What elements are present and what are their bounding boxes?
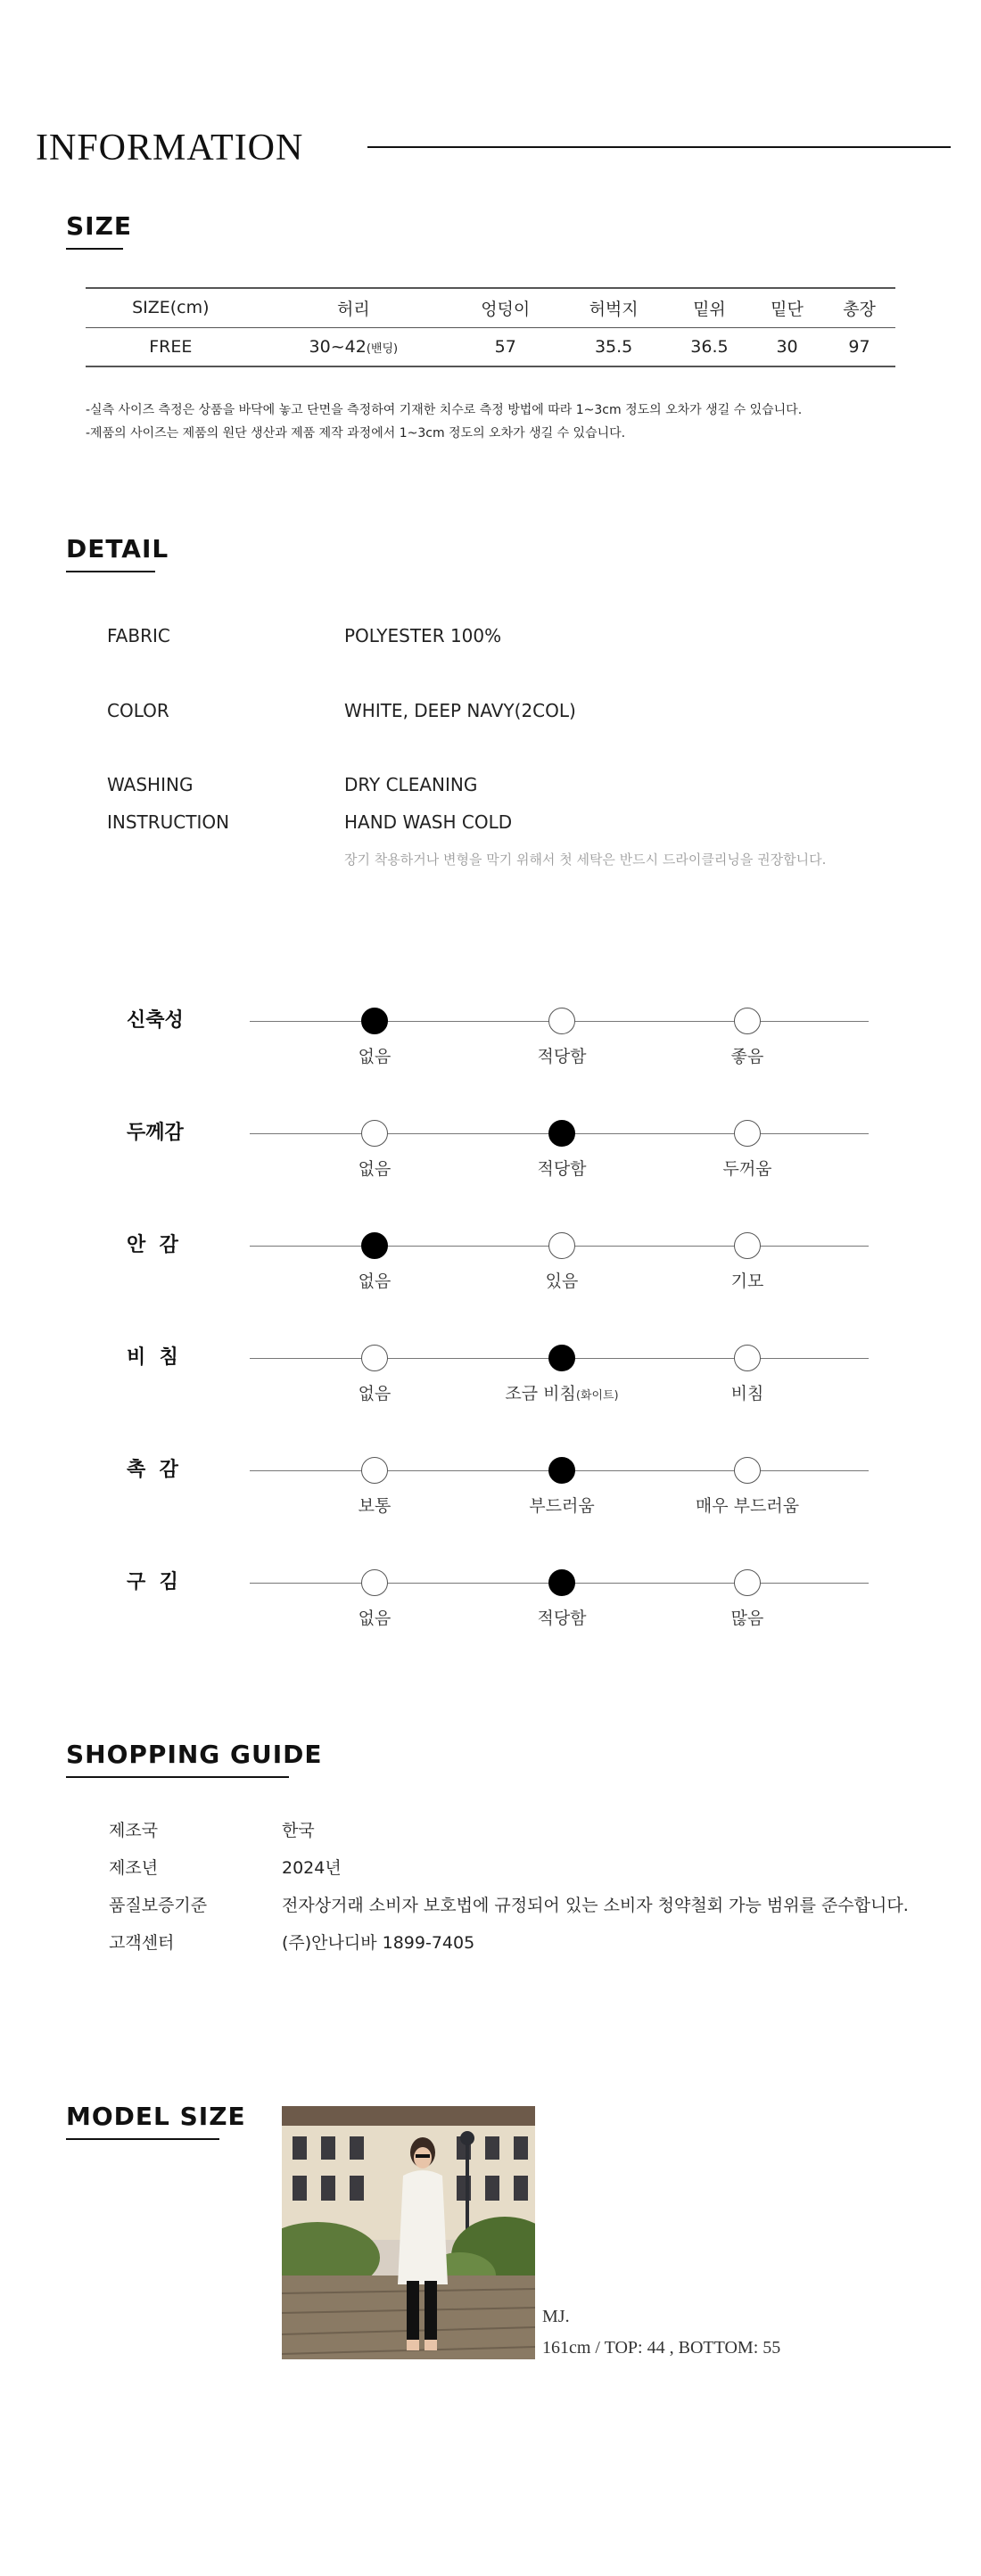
scale-option-label: 조금 비침 xyxy=(505,1384,576,1403)
scale-label: 비 침 xyxy=(127,1346,178,1369)
scale-label: 안 감 xyxy=(127,1234,178,1256)
scale-option xyxy=(268,1045,482,1068)
size-note-2: -제품의 사이즈는 제품의 원단 생산과 제품 제작 과정에서 1~3cm 정도의 오차가 생길 수 있습니다. xyxy=(86,426,626,440)
scale-label: 구 김 xyxy=(127,1571,178,1593)
scale-option xyxy=(455,1045,669,1068)
scale-option xyxy=(640,1157,854,1181)
scale-option xyxy=(455,1494,669,1518)
header-waist: 허리 xyxy=(336,299,370,319)
waist-note: (밴딩) xyxy=(366,342,399,356)
scale-option-label: 비침 xyxy=(730,1384,764,1403)
scale-option xyxy=(455,1270,669,1293)
detail-section-title: DETAIL xyxy=(66,534,169,564)
scale-option-label: 없음 xyxy=(358,1047,392,1066)
waist-value: 30~42 xyxy=(309,336,367,357)
scale-option xyxy=(640,1382,854,1405)
header-length: 총장 xyxy=(843,299,876,319)
scale-row xyxy=(0,1569,981,1650)
scale-dot xyxy=(361,1457,388,1484)
scale-dot-selected xyxy=(548,1345,575,1371)
model-photo-illustration xyxy=(282,2106,535,2359)
instruction-label: INSTRUCTION xyxy=(107,811,230,833)
page-title: INFORMATION xyxy=(36,128,304,169)
scale-option-label: 두꺼움 xyxy=(722,1159,772,1179)
scale-option-label: 많음 xyxy=(730,1609,764,1628)
scale-dot xyxy=(548,1008,575,1034)
scale-option-label: 좋음 xyxy=(730,1047,764,1066)
washing-value-hand: HAND WASH COLD xyxy=(344,811,513,833)
scale-dot xyxy=(734,1120,761,1147)
scale-option-label: 적당함 xyxy=(537,1159,587,1179)
scale-row xyxy=(0,1232,981,1313)
scale-dot xyxy=(734,1008,761,1034)
scale-option-label: 적당함 xyxy=(537,1047,587,1066)
header-size: SIZE(cm) xyxy=(132,298,210,318)
scale-option-label: 없음 xyxy=(358,1159,392,1179)
cell-length: 97 xyxy=(848,336,870,357)
washing-value-dry: DRY CLEANING xyxy=(344,774,478,795)
color-label: COLOR xyxy=(107,700,169,721)
scale-row xyxy=(0,1345,981,1425)
scale-option-label: 없음 xyxy=(358,1384,392,1403)
scale-option xyxy=(455,1382,669,1408)
cell-rise: 36.5 xyxy=(690,336,729,357)
scale-option xyxy=(268,1607,482,1630)
cell-hip: 57 xyxy=(494,336,516,357)
scale-option-label: 없음 xyxy=(358,1272,392,1291)
shopping-guide-underline xyxy=(66,1776,289,1778)
header-rise: 밑위 xyxy=(693,299,726,319)
scale-option-label: 있음 xyxy=(545,1272,579,1291)
scale-row xyxy=(0,1457,981,1537)
model-size-underline xyxy=(66,2138,219,2140)
washing-hint: 장기 착용하거나 변형을 막기 위해서 첫 세탁은 반드시 드라이클리닝을 권장합니다. xyxy=(344,852,827,868)
detail-title-underline xyxy=(66,571,155,572)
model-photo xyxy=(282,2106,535,2359)
scale-option xyxy=(268,1494,482,1518)
scale-option xyxy=(455,1157,669,1181)
guide-value-year: 2024년 xyxy=(282,1858,342,1878)
header-hem: 밑단 xyxy=(771,299,804,319)
cell-hem: 30 xyxy=(776,336,798,357)
size-table-header-row xyxy=(86,288,895,327)
scale-dot-selected xyxy=(361,1232,388,1259)
header-thigh: 허벅지 xyxy=(589,299,639,319)
guide-label-year: 제조년 xyxy=(109,1858,159,1878)
scale-dot-selected xyxy=(548,1120,575,1147)
guide-label-support: 고객센터 xyxy=(109,1933,175,1953)
scale-option-label: 적당함 xyxy=(537,1609,587,1628)
scale-dot xyxy=(361,1120,388,1147)
cell-waist xyxy=(256,327,451,366)
cell-size: FREE xyxy=(149,336,193,357)
model-size-title: MODEL SIZE xyxy=(66,2102,246,2131)
scale-row xyxy=(0,1008,981,1088)
scale-option xyxy=(640,1270,854,1293)
scale-dot-selected xyxy=(548,1457,575,1484)
guide-label-warranty: 품질보증기준 xyxy=(109,1896,208,1915)
title-divider xyxy=(367,146,951,148)
size-title-underline xyxy=(66,248,123,250)
scale-label: 촉 감 xyxy=(127,1459,178,1481)
model-name: MJ. xyxy=(542,2307,570,2326)
scale-option-label: 보통 xyxy=(358,1496,392,1516)
scale-option xyxy=(268,1382,482,1405)
scale-option xyxy=(268,1157,482,1181)
size-note-1: -실측 사이즈 측정은 상품을 바닥에 놓고 단면을 측정하여 기재한 치수로 측정 방법에 따라 1~3cm 정도의 오차가 생길 수 있습니다. xyxy=(86,403,803,417)
scale-dot xyxy=(734,1232,761,1259)
scale-dot xyxy=(734,1345,761,1371)
scale-option-label: 매우 부드러움 xyxy=(695,1496,800,1516)
table-row xyxy=(86,327,895,366)
color-value: WHITE, DEEP NAVY(2COL) xyxy=(344,700,576,721)
scale-option-label: 기모 xyxy=(730,1272,764,1291)
guide-value-warranty: 전자상거래 소비자 보호법에 규정되어 있는 소비자 청약철회 가능 범위를 준수합니다. xyxy=(282,1896,909,1915)
scale-option xyxy=(455,1607,669,1630)
scale-label: 신축성 xyxy=(127,1009,184,1032)
washing-label: WASHING xyxy=(107,774,194,795)
scale-option-note: (화이트) xyxy=(575,1389,619,1403)
scale-option xyxy=(268,1270,482,1293)
scale-option xyxy=(640,1494,854,1518)
scale-label: 두께감 xyxy=(127,1122,184,1144)
guide-label-country: 제조국 xyxy=(109,1821,159,1840)
scale-dot-selected xyxy=(548,1569,575,1596)
scale-dot-selected xyxy=(361,1008,388,1034)
scale-option xyxy=(640,1607,854,1630)
header-hip: 엉덩이 xyxy=(481,299,531,319)
scale-option-label: 없음 xyxy=(358,1609,392,1628)
size-section-title: SIZE xyxy=(66,211,133,241)
scale-dot xyxy=(734,1457,761,1484)
scale-dot xyxy=(361,1569,388,1596)
scale-option-label: 부드러움 xyxy=(529,1496,595,1516)
scale-dot xyxy=(734,1569,761,1596)
fabric-label: FABRIC xyxy=(107,625,170,646)
fabric-value: POLYESTER 100% xyxy=(344,625,502,646)
scale-row xyxy=(0,1120,981,1200)
size-table xyxy=(86,287,895,367)
scale-option xyxy=(640,1045,854,1068)
scale-dot xyxy=(548,1232,575,1259)
guide-value-country: 한국 xyxy=(282,1821,315,1840)
model-measurements: 161cm / TOP: 44 , BOTTOM: 55 xyxy=(542,2338,781,2358)
shopping-guide-title: SHOPPING GUIDE xyxy=(66,1740,323,1769)
scale-dot xyxy=(361,1345,388,1371)
guide-value-support: (주)안나디바 1899-7405 xyxy=(282,1933,475,1953)
cell-thigh: 35.5 xyxy=(594,336,633,357)
